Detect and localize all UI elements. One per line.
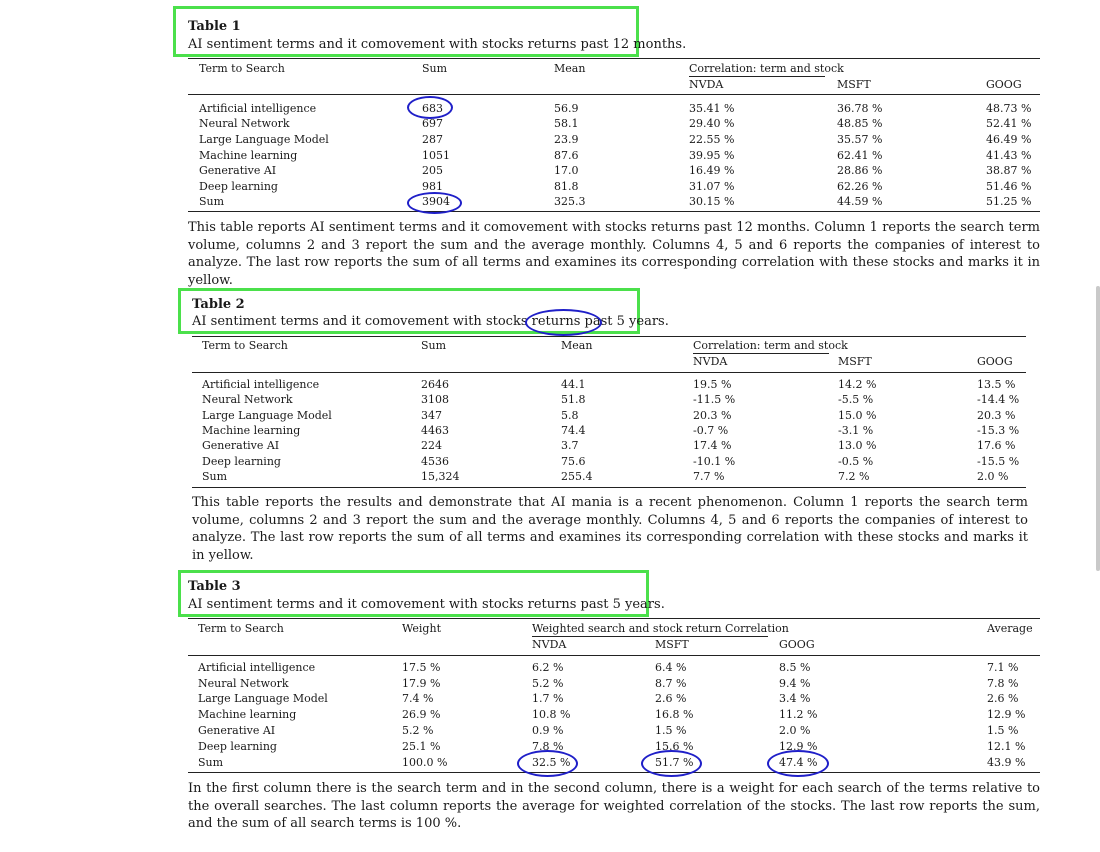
table2-note: This table reports the results and demonstrate that AI mania is a recent phenomenon. Column 1 reports the search term volume, columns 2 and 3 report the sum and the average monthly. Columns 4, 5 and 6 reports the companies of interest to analyze. The last row reports the sum of all terms and examines its corresponding correlation with these stocks and marks it in yellow.: [192, 495, 1028, 563]
table2-caption-end: .: [664, 314, 669, 329]
table-cell: 7.8 %: [532, 740, 564, 753]
table2-label: Table 2: [192, 297, 245, 312]
table-cell: 25.1 %: [402, 740, 441, 753]
table-cell: 28.86 %: [837, 164, 883, 177]
table-cell: 26.9 %: [402, 708, 441, 721]
table2-header-nvda: NVDA: [693, 355, 728, 368]
table-cell: 7.1 %: [987, 661, 1019, 674]
table-cell: 17.9 %: [402, 677, 441, 690]
table-cell: Sum: [199, 195, 225, 208]
table-cell: 3.4 %: [779, 692, 811, 705]
table3-header-term: Term to Search: [198, 622, 284, 635]
table-cell: Generative AI: [199, 164, 277, 177]
table-cell: 51.46 %: [986, 180, 1032, 193]
table-cell: 30.15 %: [689, 195, 735, 208]
table-cell: 4463: [421, 424, 449, 437]
table1-top-rule: [188, 58, 1040, 59]
table-cell: 31.07 %: [689, 180, 735, 193]
table-cell: 15,324: [421, 470, 460, 483]
table3-header-average: Average: [987, 622, 1033, 635]
table3-header-msft: MSFT: [655, 638, 689, 651]
table2-top-rule: [192, 336, 1026, 337]
table-cell: 13.0 %: [838, 439, 877, 452]
table-cell: 9.4 %: [779, 677, 811, 690]
table-cell: 23.9: [554, 133, 579, 146]
table-cell: Artificial intelligence: [199, 102, 317, 115]
table-cell: 16.8 %: [655, 708, 694, 721]
table-cell: Artificial intelligence: [198, 661, 316, 674]
table-cell: 6.2 %: [532, 661, 564, 674]
table-cell: -5.5 %: [838, 393, 874, 406]
table-cell: 58.1: [554, 117, 579, 130]
table-cell: 683: [422, 102, 443, 115]
table-cell: 46.49 %: [986, 133, 1032, 146]
table-cell: 20.3 %: [977, 409, 1016, 422]
table2-caption-highlight: past 5 years: [584, 314, 665, 329]
table-cell: 1.7 %: [532, 692, 564, 705]
table-cell: -3.1 %: [838, 424, 874, 437]
table-cell: 0.9 %: [532, 724, 564, 737]
table-cell: Neural Network: [198, 677, 289, 690]
table2-header-sum: Sum: [421, 339, 447, 352]
table-cell: Deep learning: [198, 740, 277, 753]
table3-header-weight: Weight: [402, 622, 441, 635]
table-cell: 287: [422, 133, 443, 146]
table-cell: Artificial intelligence: [202, 378, 320, 391]
table2-group-rule: [693, 353, 829, 354]
table-cell: 17.6 %: [977, 439, 1016, 452]
table-cell: 8.7 %: [655, 677, 687, 690]
table1-header-term: Term to Search: [199, 62, 285, 75]
table3-top-rule: [188, 618, 1040, 619]
annotation-circle: [517, 750, 578, 777]
table-cell: 1.5 %: [987, 724, 1019, 737]
annotation-circle: [641, 750, 702, 777]
table-cell: Sum: [198, 756, 224, 769]
table-cell: 20.3 %: [693, 409, 732, 422]
table-cell: 81.8: [554, 180, 579, 193]
table-cell: 19.5 %: [693, 378, 732, 391]
table3-header-group: Weighted search and stock return Correlation: [532, 622, 789, 635]
table-cell: 7.8 %: [987, 677, 1019, 690]
table-cell: 62.26 %: [837, 180, 883, 193]
table-cell: 36.78 %: [837, 102, 883, 115]
table-cell: 15.6 %: [655, 740, 694, 753]
annotation-circle: [525, 309, 602, 336]
table3-header-rule: [188, 655, 1040, 656]
table-cell: 29.40 %: [689, 117, 735, 130]
table-cell: Large Language Model: [199, 133, 329, 146]
table-cell: 981: [422, 180, 443, 193]
table-cell: -15.5 %: [977, 455, 1020, 468]
table-cell: 12.9 %: [987, 708, 1026, 721]
table-cell: 7.7 %: [693, 470, 725, 483]
table1-header-group: Correlation: term and stock: [689, 62, 844, 75]
table-cell: 51.25 %: [986, 195, 1032, 208]
table1-label: Table 1: [188, 19, 241, 34]
table3-caption: AI sentiment terms and it comovement with stocks returns past 5 years.: [188, 597, 665, 612]
table-cell: 7.4 %: [402, 692, 434, 705]
table-cell: Sum: [202, 470, 228, 483]
table-cell: Machine learning: [202, 424, 301, 437]
table2-header-rule: [192, 372, 1026, 373]
table-cell: Machine learning: [198, 708, 297, 721]
table-cell: 1051: [422, 149, 450, 162]
table-cell: 205: [422, 164, 443, 177]
table1-header-mean: Mean: [554, 62, 586, 75]
table-cell: 51.7 %: [655, 756, 694, 769]
annotation-circle: [767, 750, 829, 777]
table1-bottom-rule: [188, 211, 1040, 212]
table2-header-group: Correlation: term and stock: [693, 339, 848, 352]
table-cell: 16.49 %: [689, 164, 735, 177]
table-cell: 2.0 %: [977, 470, 1009, 483]
scrollbar[interactable]: [1096, 286, 1100, 571]
table3-header-nvda: NVDA: [532, 638, 567, 651]
table-cell: 100.0 %: [402, 756, 448, 769]
table-cell: 51.8: [561, 393, 586, 406]
table-cell: 48.73 %: [986, 102, 1032, 115]
table-cell: 44.1: [561, 378, 586, 391]
table-cell: 41.43 %: [986, 149, 1032, 162]
table-cell: 35.41 %: [689, 102, 735, 115]
table-cell: 52.41 %: [986, 117, 1032, 130]
table-cell: 12.9 %: [779, 740, 818, 753]
table-cell: 62.41 %: [837, 149, 883, 162]
table1-header-goog: GOOG: [986, 78, 1022, 91]
table-cell: 74.4: [561, 424, 586, 437]
table1-header-nvda: NVDA: [689, 78, 724, 91]
table-cell: 17.5 %: [402, 661, 441, 674]
table1-header-sum: Sum: [422, 62, 448, 75]
table-cell: 14.2 %: [838, 378, 877, 391]
table-cell: 48.85 %: [837, 117, 883, 130]
table-cell: 5.2 %: [402, 724, 434, 737]
table-cell: Deep learning: [202, 455, 281, 468]
table-cell: Large Language Model: [198, 692, 328, 705]
table-cell: -14.4 %: [977, 393, 1020, 406]
table-cell: 13.5 %: [977, 378, 1016, 391]
table-cell: 4536: [421, 455, 449, 468]
table-cell: 697: [422, 117, 443, 130]
table-cell: Neural Network: [199, 117, 290, 130]
table1-group-rule: [689, 76, 825, 77]
table-cell: 10.8 %: [532, 708, 571, 721]
table-cell: 2.0 %: [779, 724, 811, 737]
table1-note: This table reports AI sentiment terms and it comovement with stocks returns past 12 months. Column 1 reports the search term volume, columns 2 and 3 report the sum and the average monthly. Columns 4, 5 and 6 reports the companies of interest to analyze. The last row reports the sum of all terms and examines its corresponding correlation with these stocks and marks it in yellow.: [188, 220, 1040, 288]
table-cell: Neural Network: [202, 393, 293, 406]
table3-bottom-rule: [188, 772, 1040, 773]
table-cell: 39.95 %: [689, 149, 735, 162]
table-cell: -0.5 %: [838, 455, 874, 468]
table-cell: Large Language Model: [202, 409, 332, 422]
table-cell: 47.4 %: [779, 756, 818, 769]
table-cell: 15.0 %: [838, 409, 877, 422]
table-cell: 56.9: [554, 102, 579, 115]
table-cell: 3108: [421, 393, 449, 406]
table-cell: Generative AI: [198, 724, 276, 737]
table2-header-mean: Mean: [561, 339, 593, 352]
table3-label: Table 3: [188, 579, 241, 594]
table-cell: Deep learning: [199, 180, 278, 193]
table-cell: 12.1 %: [987, 740, 1026, 753]
table-cell: 11.2 %: [779, 708, 818, 721]
table-cell: 3.7: [561, 439, 579, 452]
table-cell: 5.2 %: [532, 677, 564, 690]
table-cell: 5.8: [561, 409, 579, 422]
annotation-circle: [407, 96, 453, 119]
table1-caption: AI sentiment terms and it comovement with stocks returns past 12 months.: [188, 37, 687, 52]
table-cell: -0.7 %: [693, 424, 729, 437]
table-cell: 325.3: [554, 195, 586, 208]
table-cell: 347: [421, 409, 442, 422]
table-cell: 44.59 %: [837, 195, 883, 208]
table2-header-msft: MSFT: [838, 355, 872, 368]
table-cell: -11.5 %: [693, 393, 736, 406]
table-cell: 7.2 %: [838, 470, 870, 483]
table-cell: 32.5 %: [532, 756, 571, 769]
table-cell: Machine learning: [199, 149, 298, 162]
table-cell: Generative AI: [202, 439, 280, 452]
annotation-circle: [407, 192, 462, 214]
table2-header-term: Term to Search: [202, 339, 288, 352]
table-cell: -10.1 %: [693, 455, 736, 468]
table-cell: 3904: [422, 195, 450, 208]
table-cell: 17.4 %: [693, 439, 732, 452]
table-cell: 2.6 %: [655, 692, 687, 705]
table3-note: In the first column there is the search term and in the second column, there is a weight for each search of the terms relative to the overall searches. The last column reports the average for weighted correlation of the stocks. The last row reports the sum, and the sum of all search terms is 100 %.: [188, 781, 1040, 831]
table2-header-goog: GOOG: [977, 355, 1013, 368]
table-cell: 224: [421, 439, 442, 452]
table-cell: 38.87 %: [986, 164, 1032, 177]
table3-group-rule: [532, 636, 768, 637]
table-cell: 2.6 %: [987, 692, 1019, 705]
table-cell: 2646: [421, 378, 449, 391]
table1-header-msft: MSFT: [837, 78, 871, 91]
table-cell: 87.6: [554, 149, 579, 162]
table-cell: 1.5 %: [655, 724, 687, 737]
table-cell: 255.4: [561, 470, 593, 483]
table3-header-goog: GOOG: [779, 638, 815, 651]
table-cell: 43.9 %: [987, 756, 1026, 769]
table-cell: -15.3 %: [977, 424, 1020, 437]
table1-header-rule: [188, 94, 1040, 95]
table-cell: 22.55 %: [689, 133, 735, 146]
table2-bottom-rule: [192, 487, 1026, 488]
table2-caption-main: AI sentiment terms and it comovement with stocks returns: [192, 314, 581, 329]
table-cell: 17.0: [554, 164, 579, 177]
table-cell: 75.6: [561, 455, 586, 468]
table-cell: 35.57 %: [837, 133, 883, 146]
table-cell: 8.5 %: [779, 661, 811, 674]
table-cell: 6.4 %: [655, 661, 687, 674]
